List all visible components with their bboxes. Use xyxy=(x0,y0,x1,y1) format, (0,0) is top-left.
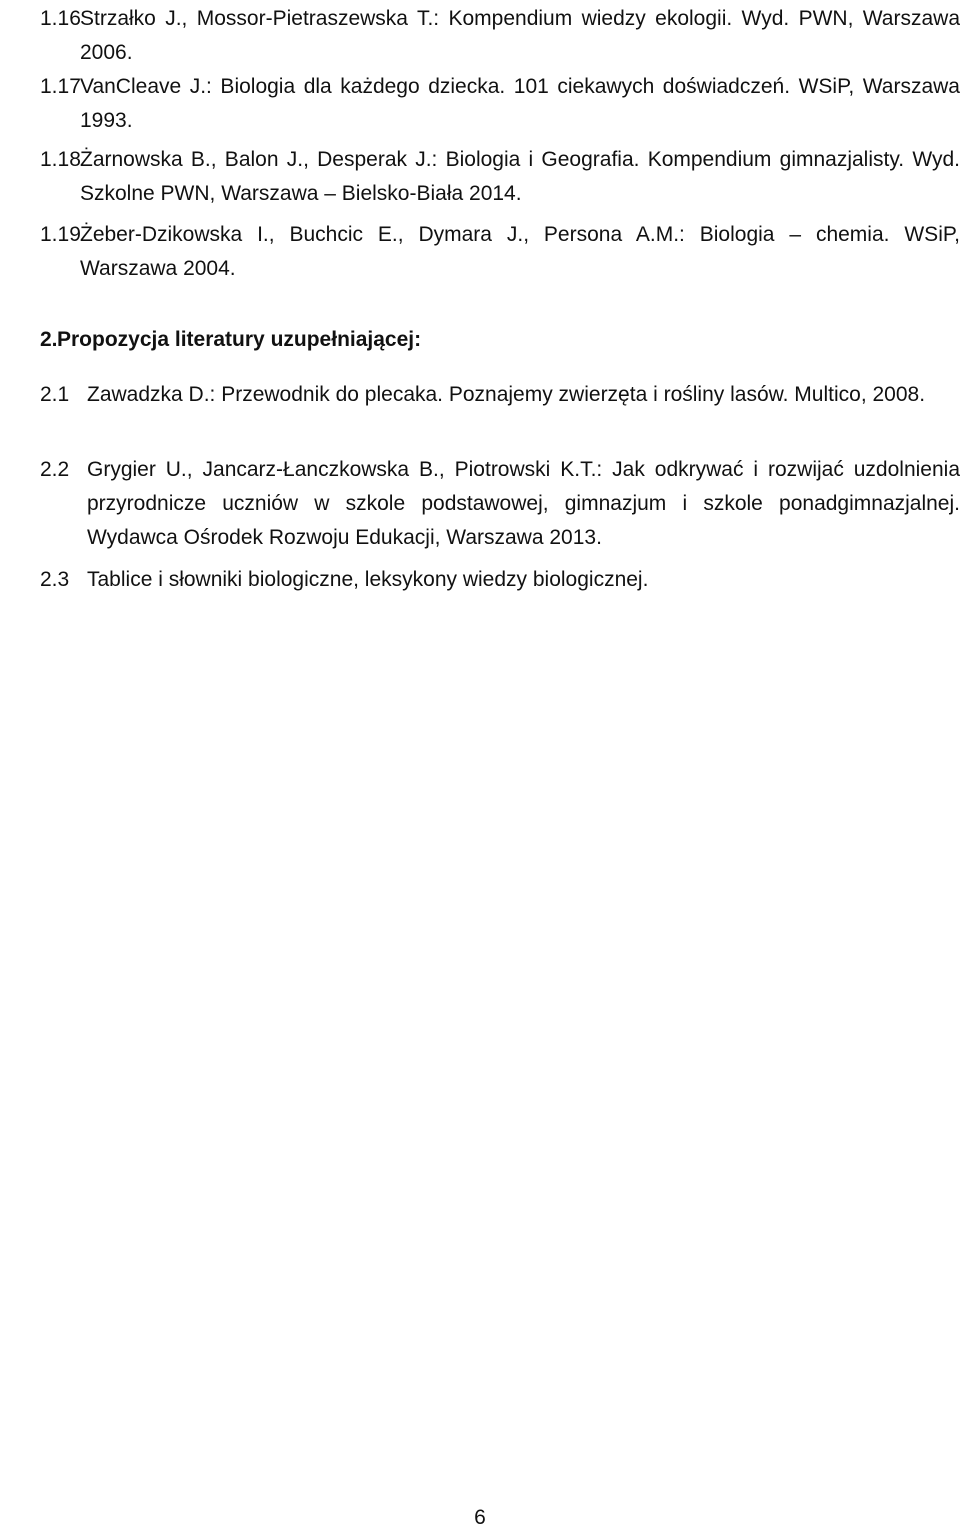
page-number: 6 xyxy=(474,1506,486,1529)
reference-number: 1.18 xyxy=(40,148,81,171)
reference-number: 2.3 xyxy=(40,568,70,591)
supplementary-2-1 xyxy=(40,378,960,412)
reference-text: Strzałko J., Mossor-Pietraszewska T.: Kompendium wiedzy ekologii. Wyd. PWN, Warszawa 2006. xyxy=(80,7,960,64)
reference-number: 1.19 xyxy=(40,223,81,246)
section-title: Propozycja literatury uzupełniającej: xyxy=(57,328,422,351)
reference-text: Żarnowska B., Balon J., Desperak J.: Biologia i Geografia. Kompendium gimnazjalisty. Wyd. Szkolne PWN, Warszawa – Bielsko-Biała 2014. xyxy=(80,148,960,205)
reference-1-18 xyxy=(40,143,960,211)
reference-number: 2.2 xyxy=(40,458,70,481)
reference-text: Tablice i słowniki biologiczne, leksykony wiedzy biologicznej. xyxy=(87,568,649,591)
section-number: 2. xyxy=(40,328,58,351)
reference-text: Grygier U., Jancarz-Łanczkowska B., Piotrowski K.T.: Jak odkrywać i rozwijać uzdolnienia przyrodnicze uczniów w szkole podstawowej, gimnazjum i szkole ponadgimnazjalnej. Wydawca Ośrodek Rozwoju Edukacji, Warszawa 2013. xyxy=(87,458,960,549)
reference-text: Żeber-Dzikowska I., Buchcic E., Dymara J., Persona A.M.: Biologia – chemia. WSiP, Warszawa 2004. xyxy=(80,223,960,280)
reference-number: 1.16 xyxy=(40,7,81,30)
reference-1-16 xyxy=(40,2,960,70)
reference-1-19 xyxy=(40,218,960,286)
reference-text: VanCleave J.: Biologia dla każdego dziecka. 101 ciekawych doświadczeń. WSiP, Warszawa 1993. xyxy=(80,75,960,132)
reference-1-17 xyxy=(40,70,960,138)
supplementary-2-2 xyxy=(40,453,960,555)
reference-number: 1.17 xyxy=(40,75,81,98)
supplementary-2-3 xyxy=(40,563,960,597)
section-heading xyxy=(40,323,422,357)
reference-text: Zawadzka D.: Przewodnik do plecaka. Poznajemy zwierzęta i rośliny lasów. Multico, 2008. xyxy=(87,383,926,406)
reference-number: 2.1 xyxy=(40,383,70,406)
